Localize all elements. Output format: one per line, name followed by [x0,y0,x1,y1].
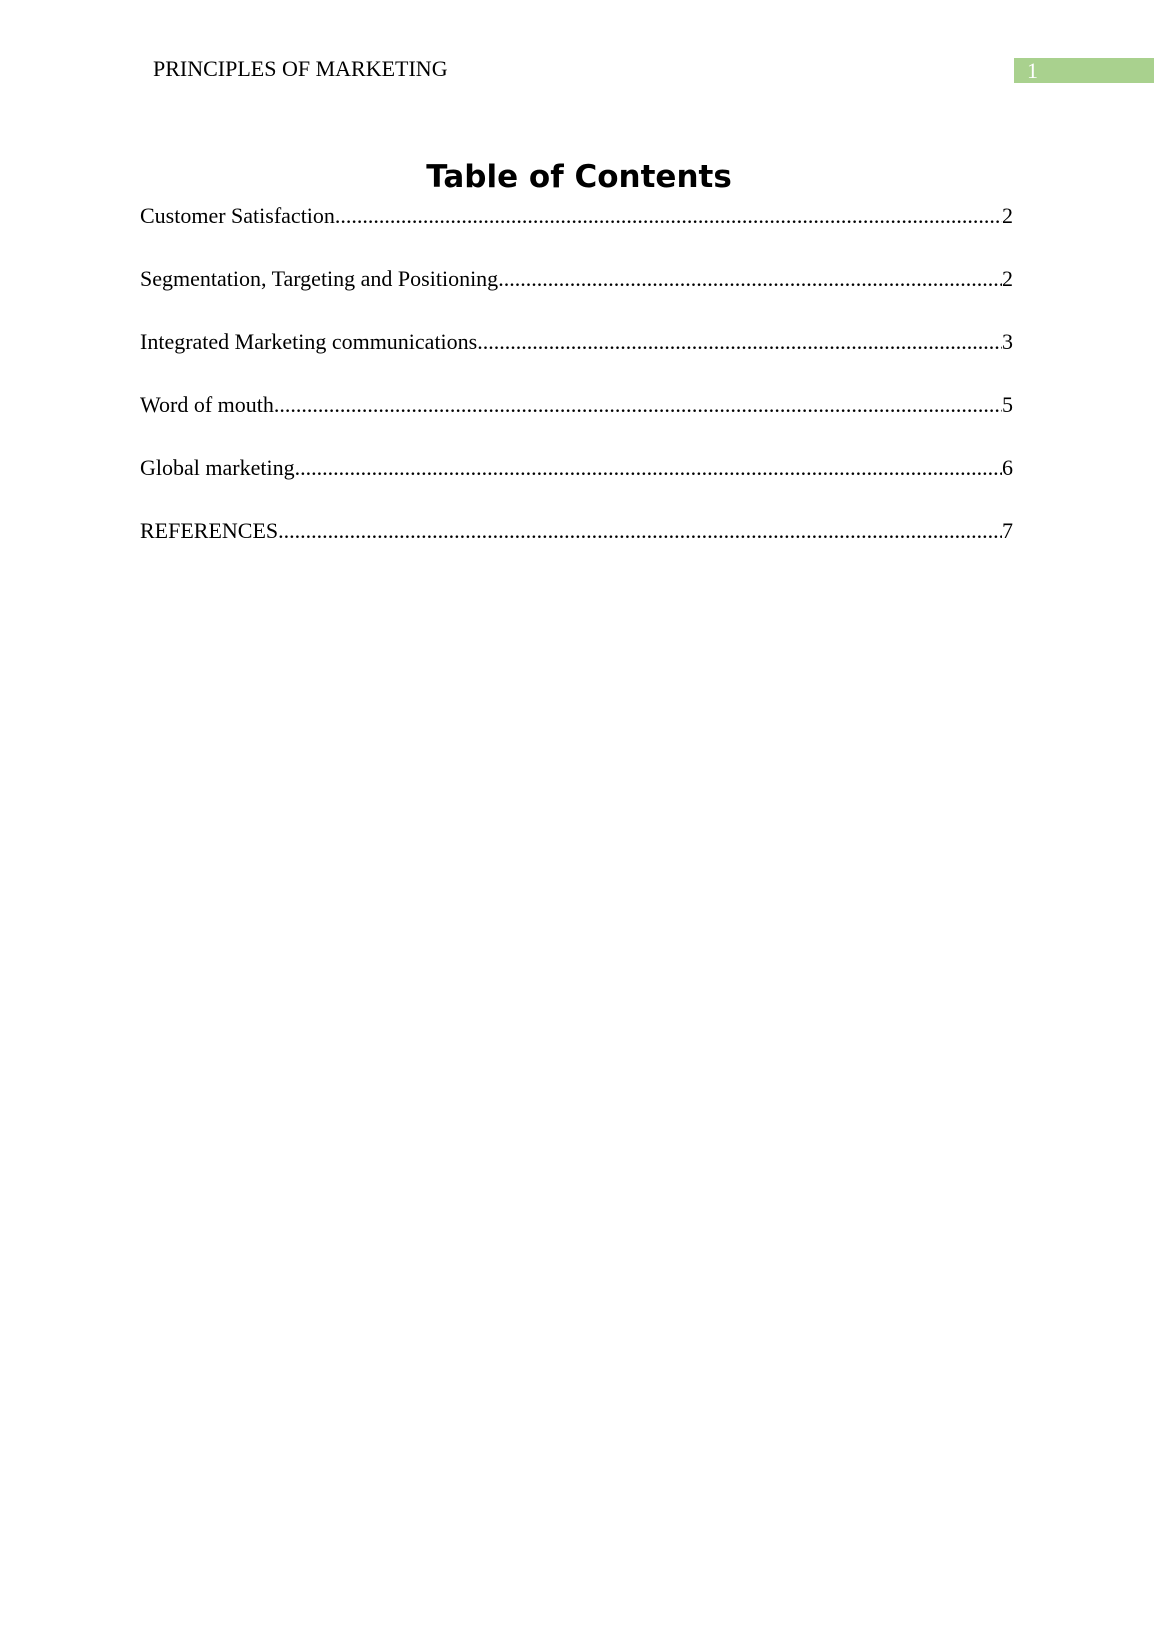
page-number-badge [1014,58,1154,83]
toc-entry-label: Word of mouth [140,392,274,417]
toc-entry-page: 6 [1002,455,1013,480]
toc-dot-leader [498,263,1002,295]
toc-dot-leader [335,200,1002,232]
toc-entry-label: Customer Satisfaction [140,203,335,228]
toc-entry-references[interactable] [140,515,1013,578]
toc-entry-global-marketing[interactable] [140,452,1013,515]
toc-entry-page: 7 [1002,518,1013,543]
running-header: PRINCIPLES OF MARKETING [153,56,448,81]
toc-dot-leader [274,389,1002,421]
toc-entry-customer-satisfaction[interactable] [140,200,1013,263]
toc-entry-label: Integrated Marketing communications [140,329,478,354]
toc-entry-label: REFERENCES [140,518,279,543]
toc-entry-integrated-marketing[interactable] [140,326,1013,389]
toc-dot-leader [295,452,1002,484]
toc-dot-leader [278,515,1002,547]
toc-entry-page: 2 [1002,203,1013,228]
toc-entry-label: Segmentation, Targeting and Positioning [140,266,499,291]
toc-dot-leader [477,326,1002,358]
toc-heading: Table of Contents [426,159,732,195]
toc-entry-page: 2 [1002,266,1013,291]
page-number: 1 [1027,58,1038,83]
toc-entry-label: Global marketing [140,455,295,480]
toc-entry-page: 5 [1002,392,1013,417]
toc-entry-word-of-mouth[interactable] [140,389,1013,452]
toc-list [140,200,1013,578]
toc-entry-segmentation[interactable] [140,263,1013,326]
toc-entry-page: 3 [1002,329,1013,354]
